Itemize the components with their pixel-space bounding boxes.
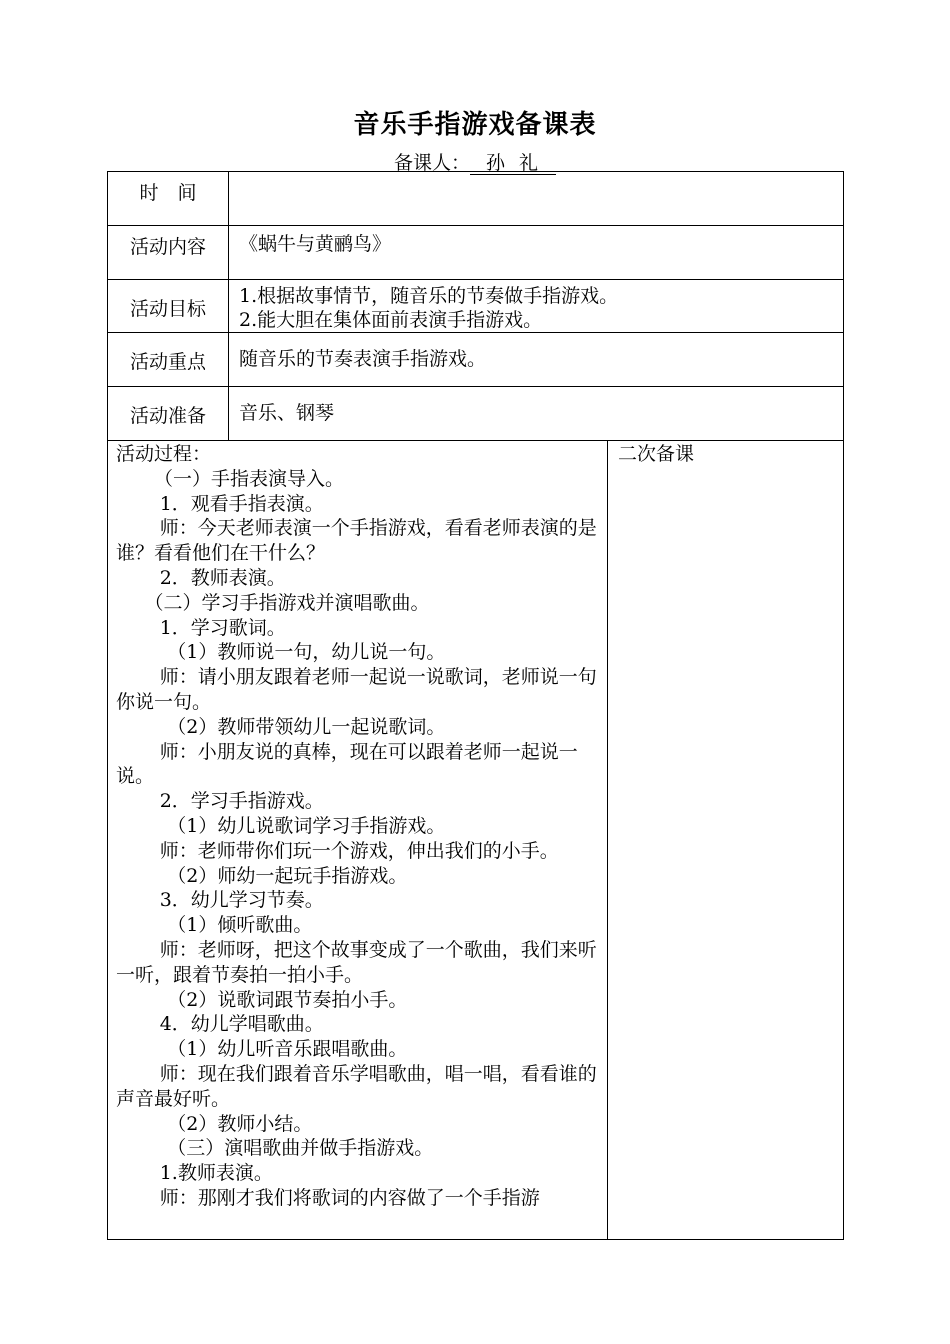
second-prep-cell: 二次备课 [618,443,695,465]
goal-line: 2.能大胆在集体面前表演手指游戏。 [239,309,543,331]
process-paragraph: 师：老师呀，把这个故事变成了一个歌曲，我们来听一听，跟着节奏拍一拍小手。 [116,938,597,986]
process-paragraph: （1）幼儿说歌词学习手指游戏。 [167,814,446,837]
preparation-label: 活动准备 [108,387,229,440]
preparation-value: 音乐、钢琴 [239,402,335,424]
goal-label: 活动目标 [108,280,229,332]
process-paragraph: （二）学习手指游戏并演唱歌曲。 [144,591,430,614]
row-goal [108,280,843,333]
key-point-label: 活动重点 [108,333,229,386]
process-paragraph: （2）教师带领幼儿一起说歌词。 [167,715,446,738]
process-paragraph: 1．学习歌词。 [159,616,286,639]
process-paragraph: 1.教师表演。 [159,1162,273,1185]
process-paragraph: （三）演唱歌曲并做手指游戏。 [167,1137,434,1160]
process-paragraph: 师：那刚才我们将歌词的内容做了一个手指游 [159,1186,540,1209]
process-paragraph: （2）教师小结。 [167,1112,313,1135]
key-point-value: 随音乐的节奏表演手指游戏。 [239,348,487,370]
content-value: 《蜗牛与黄鹂鸟》 [239,233,392,255]
preparer-label: 备课人： [393,152,470,174]
process-paragraph: （1）教师说一句，幼儿说一句。 [167,641,446,664]
process-paragraph: 2．教师表演。 [159,566,286,589]
row-preparation [108,387,843,441]
row-process [108,441,843,1239]
preparer-name: 孙 礼 [470,152,556,175]
process-paragraph: （2）说歌词跟节奏拍小手。 [167,988,408,1011]
process-cell [108,441,608,1239]
lesson-plan-table [107,171,844,1240]
process-paragraph: （1）倾听歌曲。 [167,914,313,937]
process-paragraph: 师：小朋友说的真棒，现在可以跟着老师一起说一说。 [116,740,578,788]
process-paragraph: （一）手指表演导入。 [154,467,345,490]
time-label: 时 间 [108,172,229,225]
process-paragraph: 师：老师带你们玩一个游戏，伸出我们的小手。 [159,839,559,862]
process-paragraph: 师：今天老师表演一个手指游戏，看看老师表演的是谁？看看他们在干什么？ [116,517,597,565]
process-paragraph: 2．学习手指游戏。 [159,790,324,813]
process-paragraph: 4．幼儿学唱歌曲。 [159,1013,324,1036]
process-paragraph: 师：现在我们跟着音乐学唱歌曲，唱一唱，看看谁的声音最好听。 [116,1062,597,1110]
process-paragraph: 3．幼儿学习节奏。 [159,889,324,912]
row-time [108,172,843,226]
goal-line: 1.根据故事情节，随音乐的节奏做手指游戏。 [239,285,619,307]
goal-value [229,280,843,332]
row-content [108,226,843,280]
process-paragraph: （2）师幼一起玩手指游戏。 [167,864,408,887]
page-title: 音乐手指游戏备课表 [353,110,597,140]
row-key-point [108,333,843,387]
process-paragraph: 师：请小朋友跟着老师一起说一说歌词，老师说一句你说一句。 [116,666,597,713]
process-heading: 活动过程： [116,443,212,465]
content-label: 活动内容 [108,226,229,279]
time-value [229,172,843,225]
process-paragraph: （1）幼儿听音乐跟唱歌曲。 [167,1038,408,1061]
process-paragraph: 1．观看手指表演。 [159,492,324,515]
